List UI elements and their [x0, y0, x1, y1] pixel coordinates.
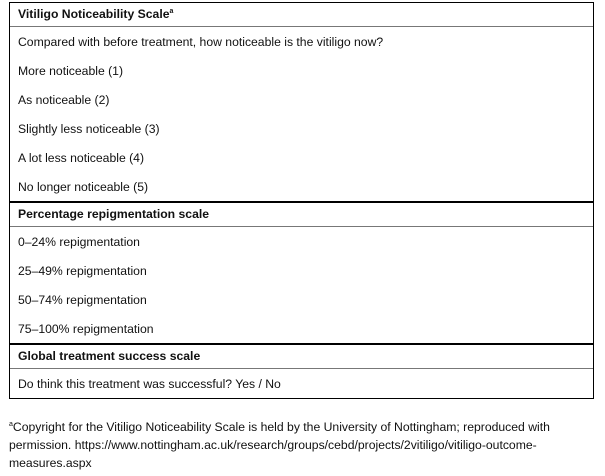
footnote [9, 418, 599, 472]
question-text: Compared with before treatment, how noticeable is the vitiligo now? [18, 34, 384, 49]
section-global-treatment-success [10, 345, 593, 398]
section-header [10, 203, 593, 227]
question-text: Do think this treatment was successful? Yes / No [18, 376, 281, 391]
option-item: More noticeable (1) [18, 63, 123, 78]
section-header [10, 3, 593, 27]
footnote-text: Copyright for the Vitiligo Noticeability Scale is held by the University of Nottingham; reproduced with permission. https://www.nottingham.ac.uk/research/groups/cebd/projects/2vitiligo/vitiligo-outcome-measures.aspx [9, 420, 550, 470]
option-item: Slightly less noticeable (3) [18, 121, 160, 136]
section-header [10, 345, 593, 369]
section-vitiligo-noticeability [10, 3, 593, 203]
option-item: No longer noticeable (5) [18, 179, 149, 194]
footnote-marker: a [9, 420, 13, 428]
option-item: As noticeable (2) [18, 92, 110, 107]
option-item: 50–74% repigmentation [18, 292, 147, 307]
section-header-text: Global treatment success scale [18, 349, 201, 363]
option-item: A lot less noticeable (4) [18, 150, 145, 165]
section-header-text: Percentage repigmentation scale [18, 207, 210, 221]
option-item: 75–100% repigmentation [18, 321, 154, 336]
section-percentage-repigmentation [10, 203, 593, 345]
option-item: 0–24% repigmentation [18, 234, 140, 249]
scales-table [9, 2, 594, 399]
option-item: 25–49% repigmentation [18, 263, 147, 278]
footnote-marker: a [169, 7, 174, 15]
section-header-text: Vitiligo Noticeability Scale [18, 7, 170, 21]
